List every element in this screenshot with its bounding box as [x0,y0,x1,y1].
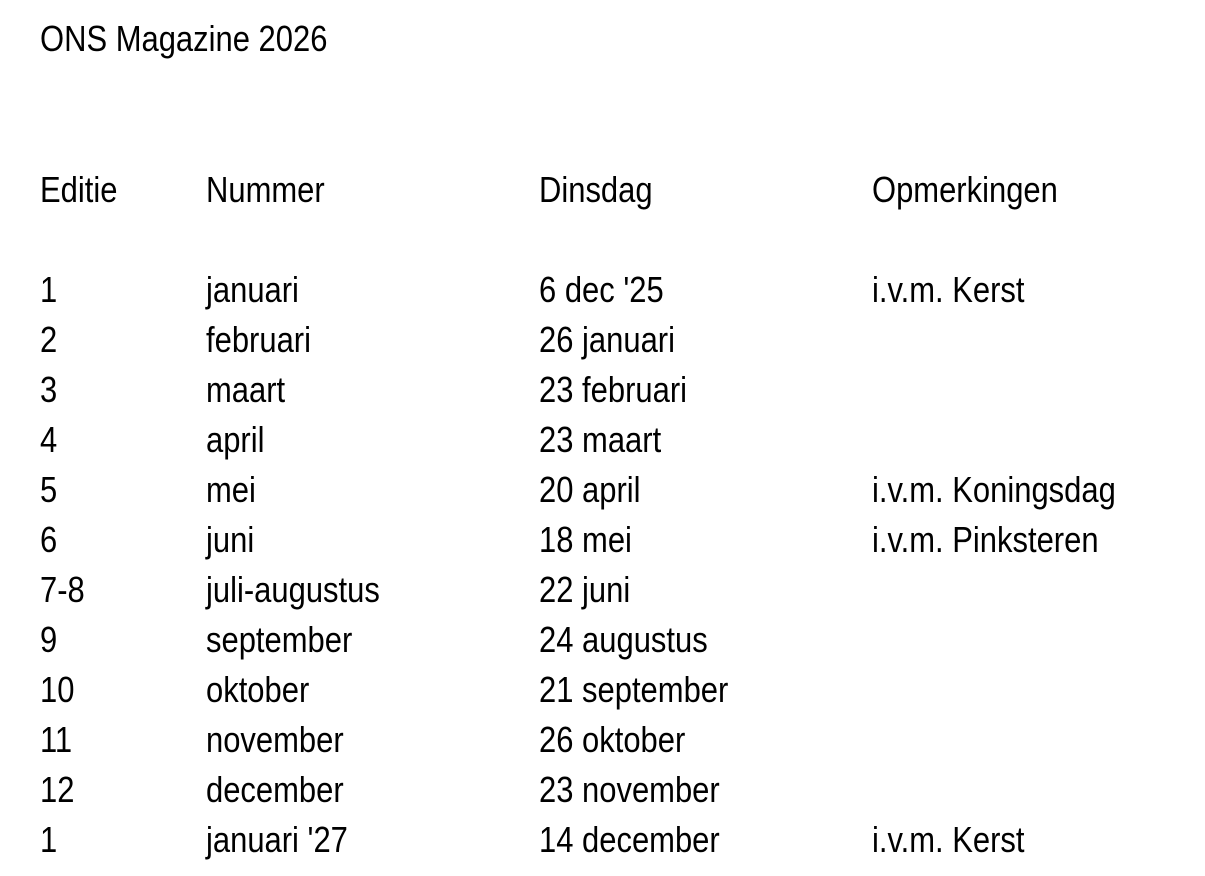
table-row [0,315,1205,365]
column-header-nummer: Nummer [206,169,325,210]
nummer-cell: april [206,419,265,460]
editie-cell: 1 [40,819,58,860]
editie-cell: 6 [40,519,58,560]
dinsdag-cell: 18 mei [539,519,632,560]
opmerkingen-cell: i.v.m. Kerst [872,269,1025,310]
dinsdag-cell: 23 november [539,769,720,810]
opmerkingen-cell: i.v.m. Pinksteren [872,519,1099,560]
editie-cell: 2 [40,319,58,360]
table-row [0,565,1205,615]
editie-cell: 10 [40,669,75,710]
table-row [0,815,1205,865]
dinsdag-cell: 26 januari [539,319,675,360]
dinsdag-cell: 14 december [539,819,720,860]
editie-cell: 4 [40,419,58,460]
dinsdag-cell: 23 februari [539,369,688,410]
column-header-opmerkingen: Opmerkingen [872,169,1058,210]
editie-cell: 7-8 [40,569,85,610]
editie-cell: 3 [40,369,58,410]
table-row [0,715,1205,765]
nummer-cell: juni [206,519,255,560]
dinsdag-cell: 20 april [539,469,641,510]
table-row [0,615,1205,665]
editie-cell: 12 [40,769,75,810]
editie-cell: 9 [40,619,58,660]
dinsdag-cell: 22 juni [539,569,631,610]
nummer-cell: januari '27 [206,819,348,860]
dinsdag-cell: 23 maart [539,419,662,460]
nummer-cell: januari [206,269,299,310]
nummer-cell: november [206,719,344,760]
table-row [0,365,1205,415]
table-header-row [0,165,1205,215]
table-row [0,265,1205,315]
dinsdag-cell: 6 dec '25 [539,269,664,310]
table-row [0,665,1205,715]
dinsdag-cell: 26 oktober [539,719,686,760]
editie-cell: 1 [40,269,58,310]
column-header-dinsdag: Dinsdag [539,169,653,210]
nummer-cell: december [206,769,344,810]
editie-cell: 11 [40,719,73,760]
dinsdag-cell: 21 september [539,669,729,710]
nummer-cell: september [206,619,353,660]
editie-cell: 5 [40,469,58,510]
nummer-cell: juli-augustus [206,569,380,610]
column-header-editie: Editie [40,169,118,210]
table-row [0,765,1205,815]
nummer-cell: oktober [206,669,310,710]
nummer-cell: februari [206,319,311,360]
nummer-cell: mei [206,469,256,510]
dinsdag-cell: 24 augustus [539,619,708,660]
opmerkingen-cell: i.v.m. Kerst [872,819,1025,860]
table-row [0,465,1205,515]
table-row [0,415,1205,465]
opmerkingen-cell: i.v.m. Koningsdag [872,469,1116,510]
nummer-cell: maart [206,369,286,410]
table-row [0,515,1205,565]
page-title: ONS Magazine 2026 [40,18,328,59]
